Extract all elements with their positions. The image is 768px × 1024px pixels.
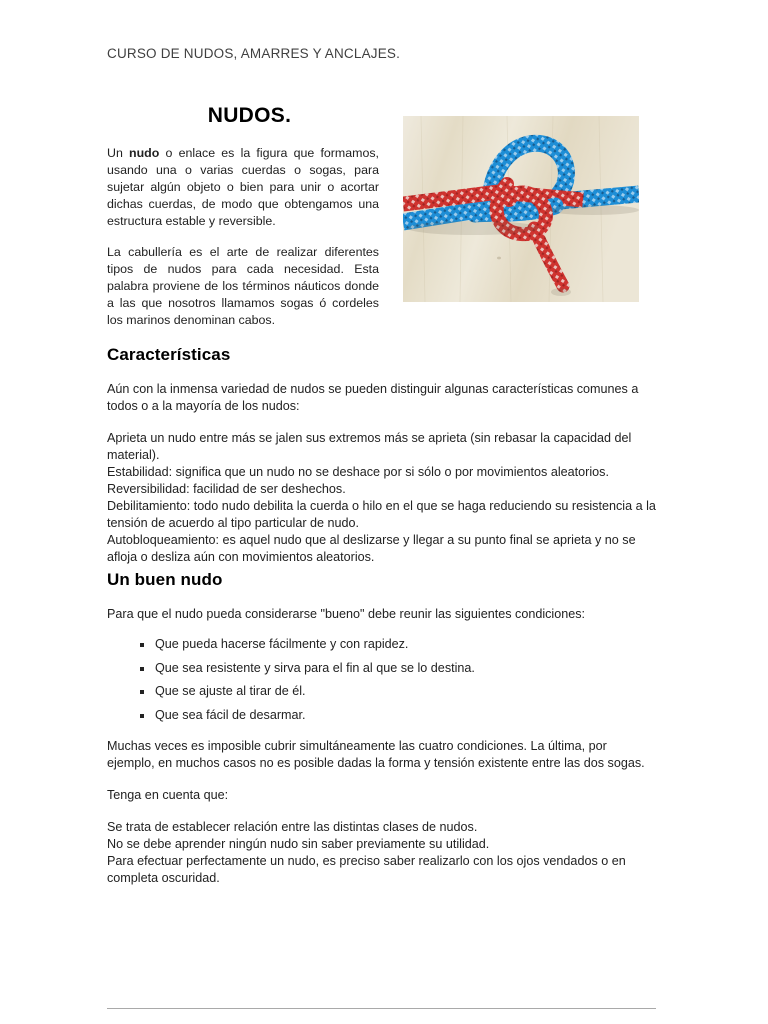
intro-p1-bold-term: nudo xyxy=(129,146,160,160)
caracteristicas-line-2: Estabilidad: significa que un nudo no se deshace por si sólo o por movimientos aleatorios. xyxy=(107,465,609,479)
caracteristicas-intro: Aún con la inmensa variedad de nudos se pueden distinguir algunas características comunes a todos o a la mayoría de los nudos: xyxy=(107,382,639,413)
list-item xyxy=(107,638,656,651)
reminder-lines xyxy=(107,819,656,887)
caracteristicas-line-1: Aprieta un nudo entre más se jalen sus extremos más se aprieta (sin rebasar la capacidad del material). xyxy=(107,431,632,462)
list-item xyxy=(107,709,656,722)
running-header: CURSO DE NUDOS, AMARRES Y ANCLAJES. xyxy=(107,46,401,61)
knot-photo xyxy=(403,116,639,302)
condition-label: Que sea resistente y sirva para el fin al que se lo destina. xyxy=(155,660,475,675)
caracteristicas-line-3: Reversibilidad: facilidad de ser deshechos. xyxy=(107,482,346,496)
square-bullet-icon xyxy=(140,690,144,694)
page-title: NUDOS. xyxy=(207,104,292,127)
intro-p1-lead: Un xyxy=(107,146,130,160)
intro-text-column xyxy=(107,145,379,329)
reminder-line-2: No se debe aprender ningún nudo sin saber previamente su utilidad. xyxy=(107,837,490,852)
square-bullet-icon xyxy=(140,714,144,718)
footer-divider xyxy=(107,1008,656,1009)
intro-paragraph-1 xyxy=(107,145,379,230)
heading-buen-nudo: Un buen nudo xyxy=(107,570,223,589)
caracteristicas-line-5: Autobloqueamiento: es aquel nudo que al deslizarse y llegar a su punto final se aprieta y no se afloja o desliza aún con movimientos aleatorios. xyxy=(107,533,636,564)
heading-caracteristicas: Características xyxy=(107,345,231,364)
condition-label: Que pueda hacerse fácilmente y con rapidez. xyxy=(155,637,409,651)
reminder-heading: Tenga en cuenta que: xyxy=(107,788,229,803)
section-buen-nudo xyxy=(107,570,656,887)
square-bullet-icon xyxy=(140,667,144,671)
square-bullet-icon xyxy=(140,643,144,647)
list-item xyxy=(107,685,656,698)
reminder-line-3: Para efectuar perfectamente un nudo, es preciso saber realizarlo con los ojos vendados o en completa oscuridad. xyxy=(107,854,626,886)
reminder-line-1: Se trata de establecer relación entre las distintas clases de nudos. xyxy=(107,820,478,835)
caracteristicas-line-4: Debilitamiento: todo nudo debilita la cuerda o hilo en el que se haga reduciendo su resistencia a la tensión de acuerdo al tipo particular de nudo. xyxy=(107,499,656,530)
buen-nudo-note: Muchas veces es imposible cubrir simultáneamente las cuatro condiciones. La última, por ejemplo, en muchos casos no es posible dadas la forma y tensión existente entre las dos sogas. xyxy=(107,739,645,771)
condition-label: Que se ajuste al tirar de él. xyxy=(155,684,306,699)
list-item xyxy=(107,662,656,675)
knot-illustration xyxy=(403,116,639,302)
intro-paragraph-2: La cabullería es el arte de realizar diferentes tipos de nudos para cada necesidad. Esta palabra proviene de los términos náuticos donde a las que nosotros llamamos sogas ó cordeles los marinos denominan cabos. xyxy=(107,244,379,327)
conditions-list xyxy=(107,638,656,721)
buen-nudo-intro: Para que el nudo pueda considerarse "bueno" debe reunir las siguientes condiciones: xyxy=(107,607,586,621)
condition-label: Que sea fácil de desarmar. xyxy=(155,707,306,722)
section-caracteristicas xyxy=(107,345,656,566)
caracteristicas-lines xyxy=(107,430,656,566)
intro-p1-rest: o enlace es la figura que formamos, usando una o varias cuerdas o sogas, para sujetar algún objeto o bien para unir o acortar dichas cuerdas, de modo que obtengamos una estructura estable y reversible. xyxy=(107,146,379,228)
